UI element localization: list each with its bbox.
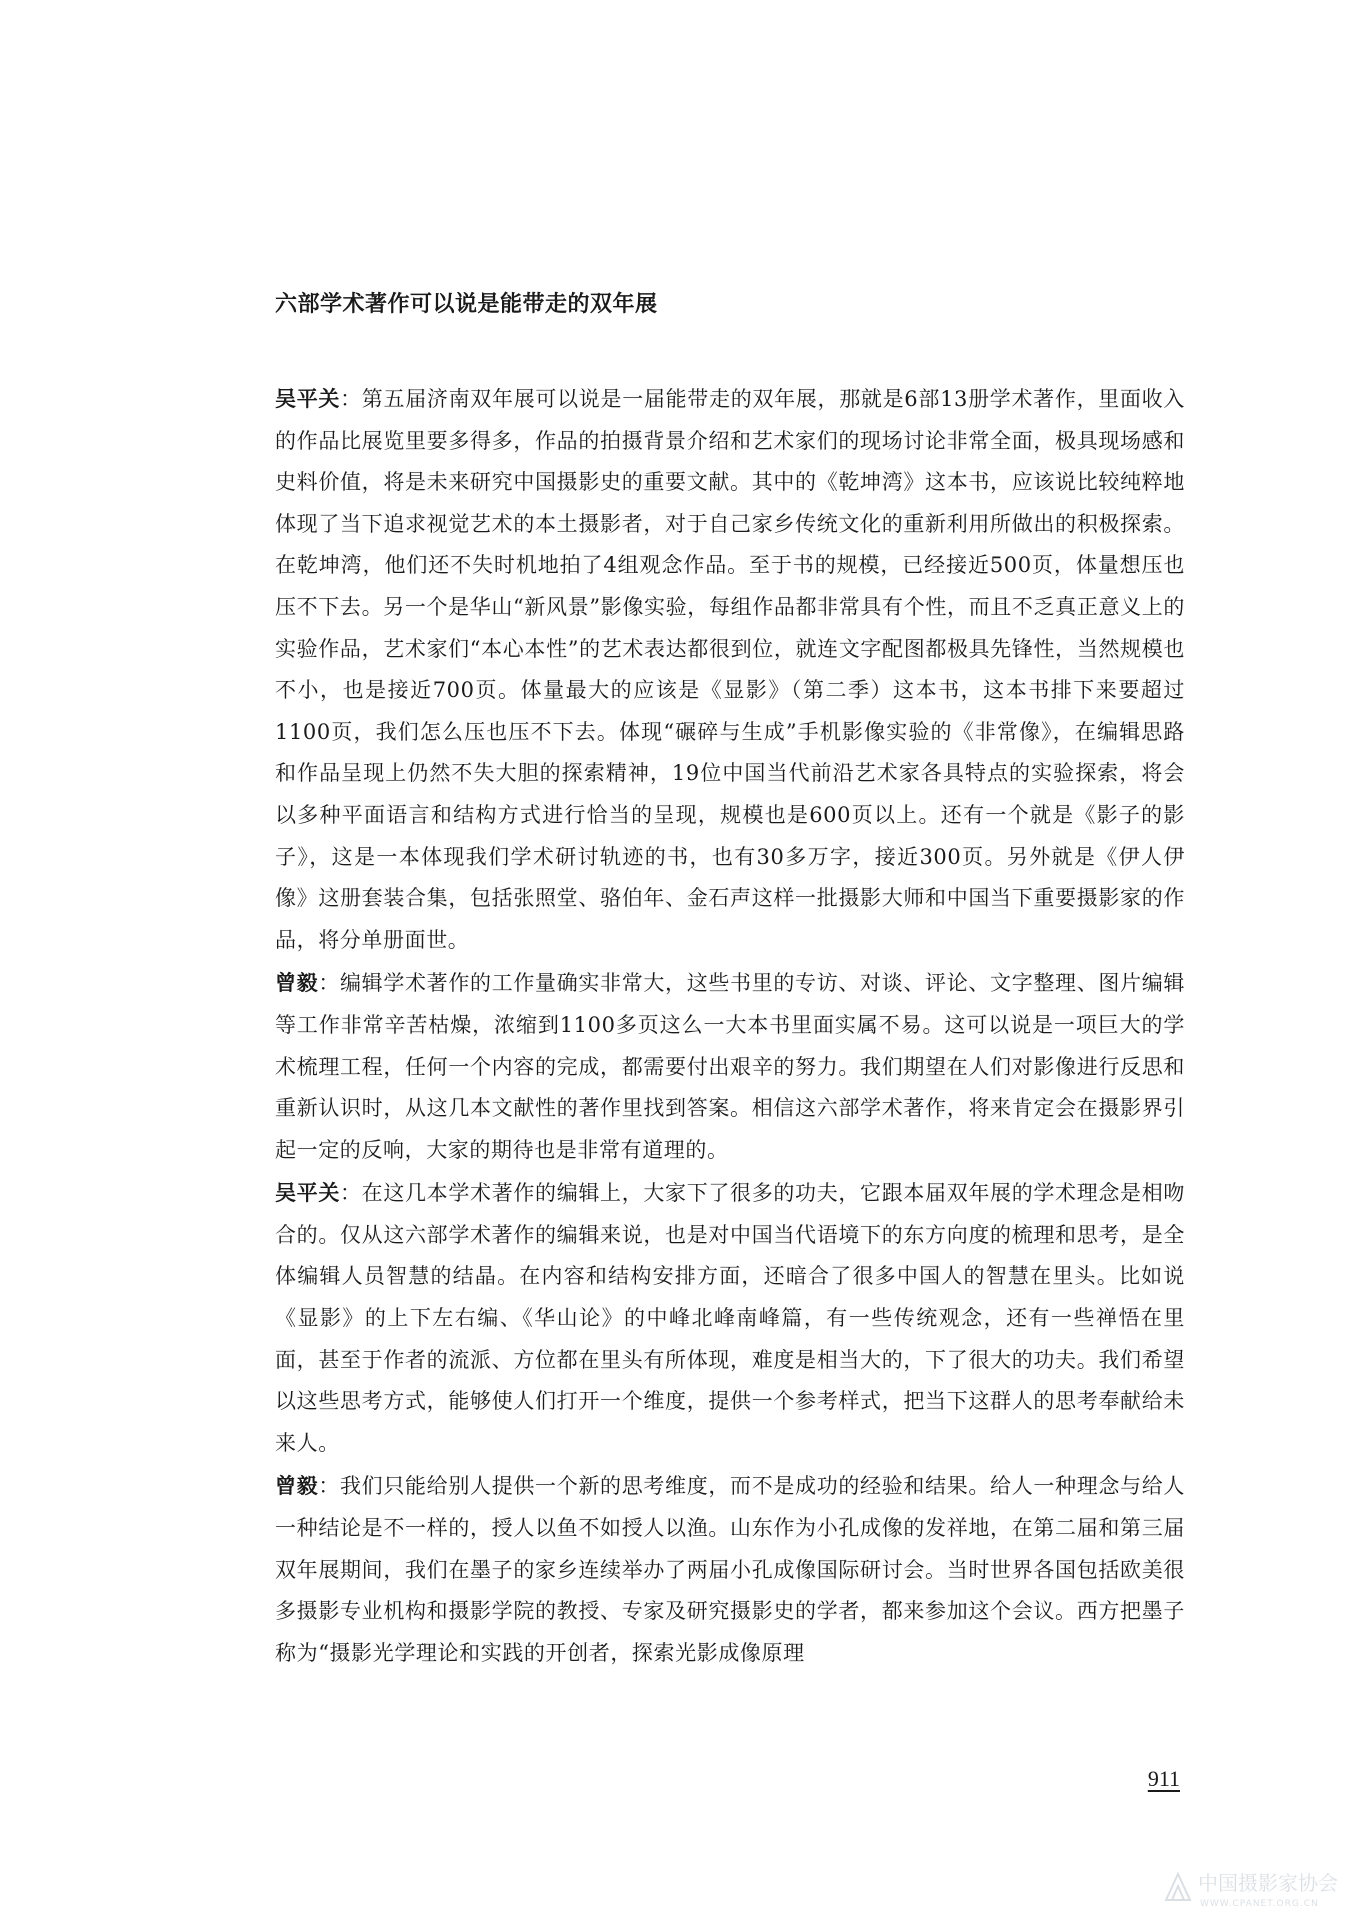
paragraph-text: ：编辑学术著作的工作量确实非常大，这些书里的专访、对谈、评论、文字整理、图片编辑等工作非常辛苦枯燥，浓缩到1100多页这么一大本书里面实属不易。这可以说是一项巨大的学术梳理工程，任何一个内容的完成，都需要付出艰辛的努力。我们期望在人们对影像进行反思和重新认识时，从这几本文献性的著作里找到答案。相信这六部学术著作，将来肯定会在摄影界引起一定的反响，大家的期待也是非常有道理的。 xyxy=(275,971,1186,1162)
paragraph-text: ：第五届济南双年展可以说是一届能带走的双年展，那就是6部13册学术著作，里面收入的作品比展览里要多得多，作品的拍摄背景介绍和艺术家们的现场讨论非常全面，极具现场感和史料价值，将是未来研究中国摄影史的重要文献。其中的《乾坤湾》这本书，应该说比较纯粹地体现了当下追求视觉艺术的本土摄影者，对于自己家乡传统文化的重新利用所做出的积极探索。在乾坤湾，他们还不失时机地拍了4组观念作品。至于书的规模，已经接近500页，体量想压也压不下去。另一个是华山“新风景”影像实验，每组作品都非常具有个性，而且不乏真正意义上的实验作品，艺术家们“本心本性”的艺术表达都很到位，就连文字配图都极具先锋性，当然规模也不小，也是接近700页。体量最大的应该是《显影》（第二季）这本书，这本书排下来要超过1100页，我们怎么压也压不下去。体现“碾碎与生成”手机影像实验的《非常像》，在编辑思路和作品呈现上仍然不失大胆的探索精神，19位中国当代前沿艺术家各具特点的实验探索，将会以多种平面语言和结构方式进行恰当的呈现，规模也是600页以上。还有一个就是《影子的影子》，这是一本体现我们学术研讨轨迹的书，也有30多万字，接近300页。另外就是《伊人伊像》这册套装合集，包括张照堂、骆伯年、金石声这样一批摄影大师和中国当下重要摄影家的作品，将分单册面世。 xyxy=(275,387,1185,952)
document-page xyxy=(275,287,1185,1674)
paragraph-text: ：在这几本学术著作的编辑上，大家下了很多的功夫，它跟本届双年展的学术理念是相吻合的。仅从这六部学术著作的编辑来说，也是对中国当代语境下的东方向度的梳理和思考，是全体编辑人员智慧的结晶。在内容和结构安排方面，还暗合了很多中国人的智慧在里头。比如说《显影》的上下左右编、《华山论》的中峰北峰南峰篇，有一些传统观念，还有一些禅悟在里面，甚至于作者的流派、方位都在里头有所体现，难度是相当大的，下了很大的功夫。我们希望以这些思考方式，能够使人们打开一个维度，提供一个参考样式，把当下这群人的思考奉献给未来人。 xyxy=(275,1181,1185,1455)
paragraph-4 xyxy=(275,1466,1185,1674)
speaker-name: 吴平关 xyxy=(275,387,341,411)
paragraph-3 xyxy=(275,1173,1185,1464)
paragraph-1 xyxy=(275,379,1185,961)
paragraph-2 xyxy=(275,963,1185,1171)
watermark xyxy=(1160,1864,1360,1912)
paragraph-text: ：我们只能给别人提供一个新的思考维度，而不是成功的经验和结果。给人一种理念与给人一种结论是不一样的，授人以鱼不如授人以渔。山东作为小孔成像的发祥地，在第二届和第三届双年展期间，我们在墨子的家乡连续举办了两届小孔成像国际研讨会。当时世界各国包括欧美很多摄影专业机构和摄影学院的教授、专家及研究摄影史的学者，都来参加这个会议。西方把墨子称为“摄影光学理论和实践的开创者，探索光影成像原理 xyxy=(275,1474,1186,1665)
speaker-name: 曾毅 xyxy=(275,971,319,996)
speaker-name: 曾毅 xyxy=(275,1474,319,1499)
watermark-text: 中国摄影家协会 xyxy=(1198,1871,1338,1895)
section-title: 六部学术著作可以说是能带走的双年展 xyxy=(275,292,658,317)
speaker-name: 吴平关 xyxy=(275,1181,341,1206)
page-number: 911 xyxy=(1147,1766,1180,1791)
watermark-url: WWW.CPANET.ORG.CN xyxy=(1200,1899,1319,1909)
cpanet-logo-icon xyxy=(1160,1864,1360,1912)
